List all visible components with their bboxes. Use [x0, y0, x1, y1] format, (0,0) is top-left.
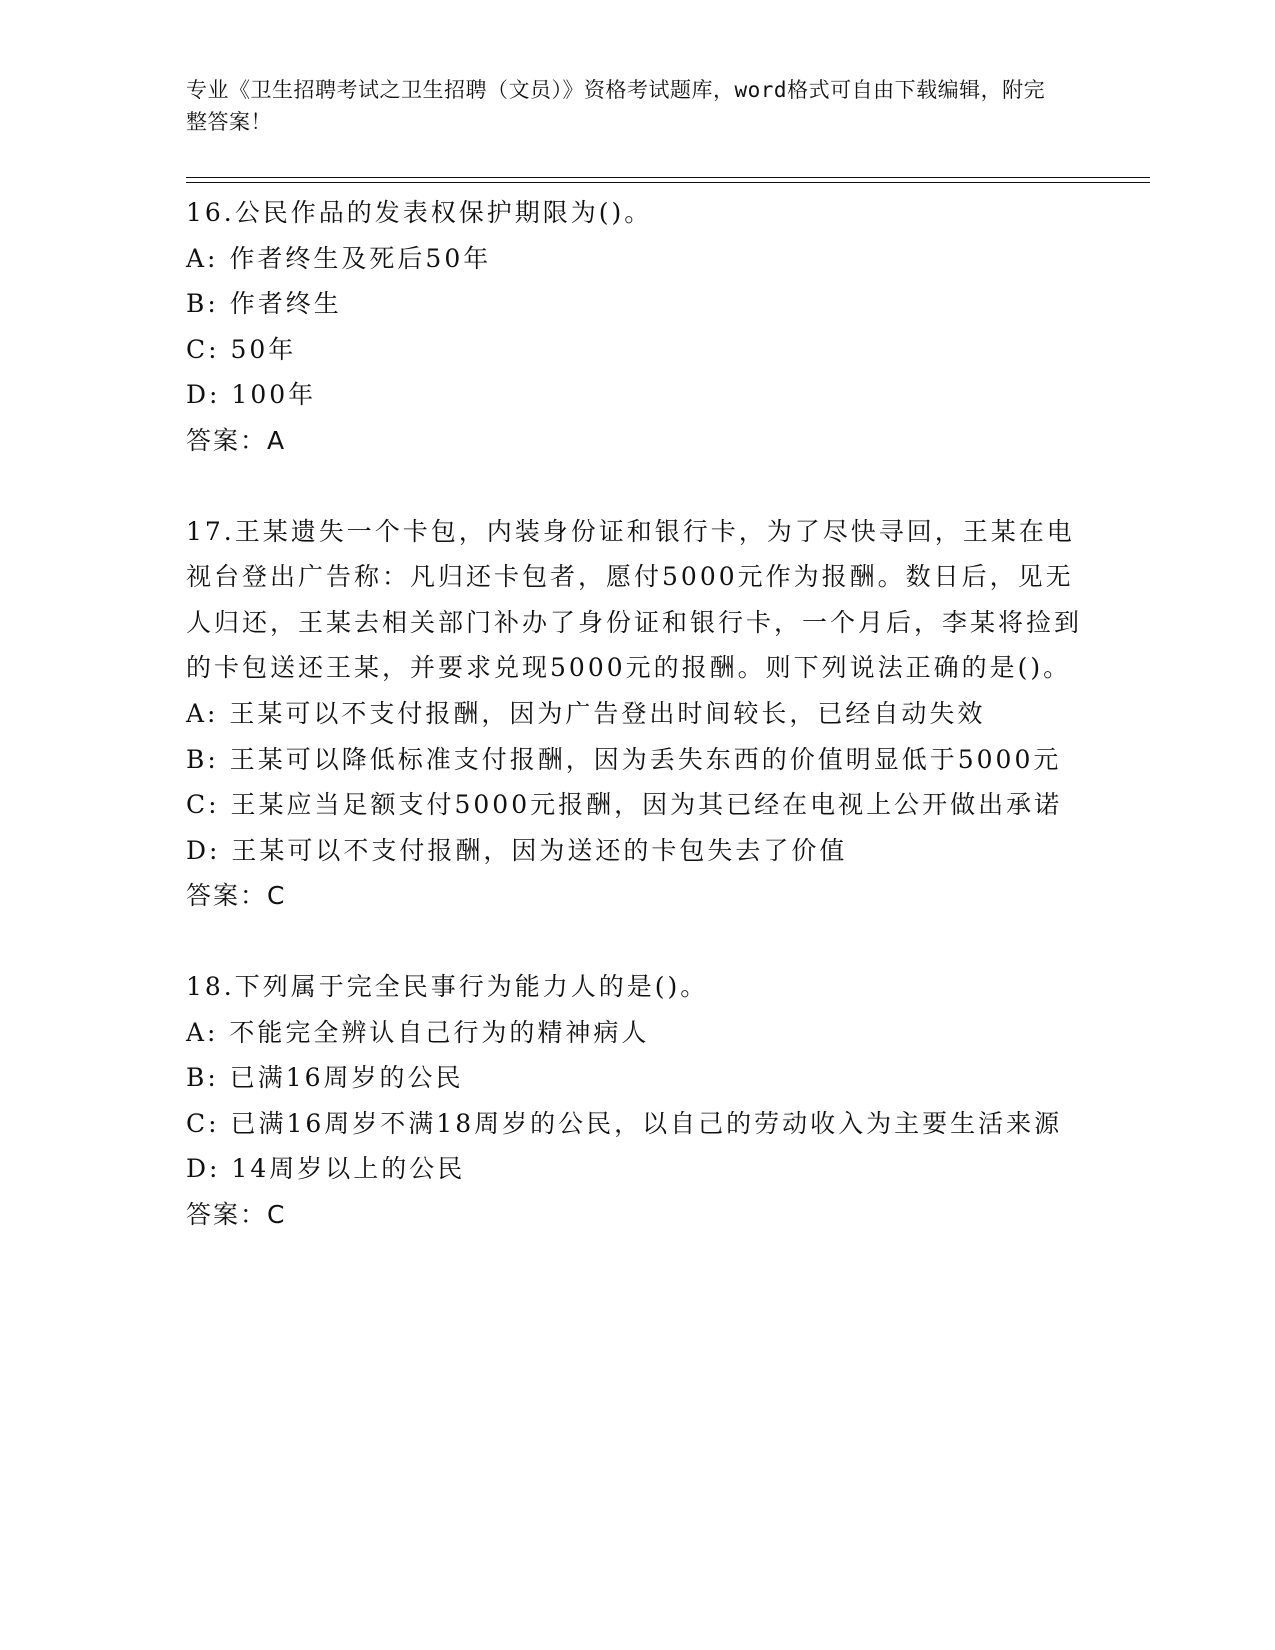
- option-c: C: 50年: [186, 334, 297, 364]
- option-d: D: 王某可以不支付报酬，因为送还的卡包失去了价值: [186, 835, 848, 865]
- option-b: B: 王某可以降低标准支付报酬，因为丢失东西的价值明显低于5000元: [186, 744, 1062, 774]
- question-18: [186, 964, 1086, 1238]
- question-16: [186, 190, 1086, 464]
- option-d: D: 14周岁以上的公民: [186, 1154, 466, 1184]
- option-c: C: 已满16周岁不满18周岁的公民，以自己的劳动收入为主要生活来源: [186, 1108, 1063, 1138]
- question-stem: 18.下列属于完全民事行为能力人的是()。: [186, 971, 709, 1001]
- option-a: A: 作者终生及死后50年: [186, 243, 492, 273]
- option-d: D: 100年: [186, 380, 317, 410]
- header-divider-top: [186, 177, 1150, 178]
- document-header: 专业《卫生招聘考试之卫生招聘（文员）》资格考试题库，word格式可自由下载编辑，附完整答案！: [186, 78, 1046, 134]
- question-stem: 17.王某遗失一个卡包，内装身份证和银行卡，为了尽快寻回，王某在电视台登出广告称：凡归还卡包者，愿付5000元作为报酬。数日后，见无人归还，王某去相关部门补办了身份证和银行卡，一个月后，李某将捡到的卡包送还王某，并要求兑现5000元的报酬。则下列说法正确的是()。: [186, 516, 1083, 683]
- question-list: [186, 190, 1086, 1237]
- option-c: C: 王某应当足额支付5000元报酬，因为其已经在电视上公开做出承诺: [186, 790, 1063, 820]
- option-a: A: 王某可以不支付报酬，因为广告登出时间较长，已经自动失效: [186, 698, 986, 728]
- header-divider-bottom: [186, 182, 1150, 183]
- answer-line: 答案：C: [186, 881, 287, 911]
- option-b: B: 已满16周岁的公民: [186, 1063, 464, 1093]
- option-a: A: 不能完全辨认自己行为的精神病人: [186, 1017, 650, 1047]
- option-b: B: 作者终生: [186, 289, 342, 319]
- question-stem: 16.公民作品的发表权保护期限为()。: [186, 198, 653, 227]
- question-17: [186, 509, 1086, 919]
- answer-line: 答案：A: [186, 425, 287, 455]
- answer-line: 答案：C: [186, 1199, 287, 1229]
